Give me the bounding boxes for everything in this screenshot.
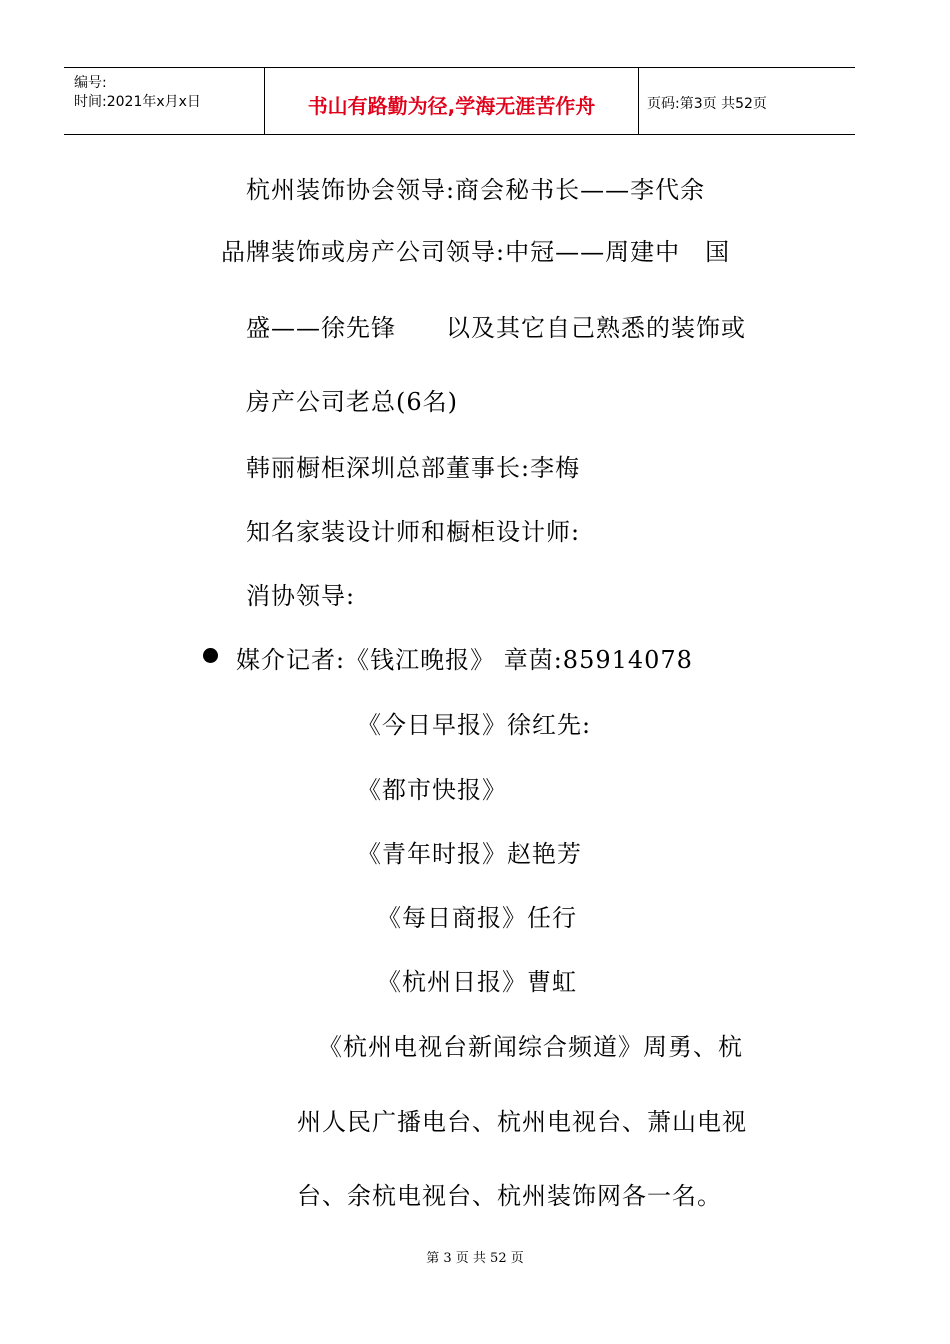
line-meiri-shangbao: 《每日商报》任行 (377, 904, 577, 932)
line-tv-news: 《杭州电视台新闻综合频道》周勇、杭 (318, 1033, 743, 1061)
line-hanli-chairman: 韩丽橱柜深圳总部董事长:李梅 (246, 454, 581, 482)
line-brand-leaders-cont: 盛——徐先锋 以及其它自己熟悉的装饰或 (246, 314, 746, 342)
bullet-dot (203, 648, 218, 663)
header-table (64, 67, 855, 135)
line-realestate-bosses: 房产公司老总(6名) (246, 388, 458, 416)
motto-text: 书山有路勤为径,学海无涯苦作舟 (307, 94, 596, 118)
header-info-cell (64, 68, 265, 134)
line-tv-web: 台、余杭电视台、杭州装饰网各一名。 (297, 1182, 722, 1210)
number-label: 编号: (74, 75, 107, 91)
header-page-cell (639, 68, 855, 134)
line-association-leader: 杭州装饰协会领导:商会秘书长——李代余 (246, 176, 706, 204)
time-label: 时间:2021年x月x日 (74, 94, 201, 110)
line-jinri-zaobao: 《今日早报》徐红先: (357, 711, 592, 739)
line-designers: 知名家装设计师和橱柜设计师: (246, 518, 581, 546)
page-label: 页码:第3页 共52页 (647, 96, 767, 112)
line-hangzhou-ribao: 《杭州日报》曹虹 (377, 968, 577, 996)
header-motto-cell (265, 68, 639, 134)
line-media-reporters: 媒介记者:《钱江晚报》 章茵:85914078 (236, 646, 693, 674)
line-brand-leaders: 品牌装饰或房产公司领导:中冠——周建中 国 (221, 238, 731, 266)
line-consumer-assoc: 消协领导: (246, 582, 356, 610)
line-dushi-kuaibao: 《都市快报》 (357, 776, 507, 804)
page-footer: 第 3 页 共 52 页 (426, 1251, 524, 1266)
line-radio-tv: 州人民广播电台、杭州电视台、萧山电视 (297, 1108, 747, 1136)
line-qingnian-shibao: 《青年时报》赵艳芳 (357, 840, 582, 868)
